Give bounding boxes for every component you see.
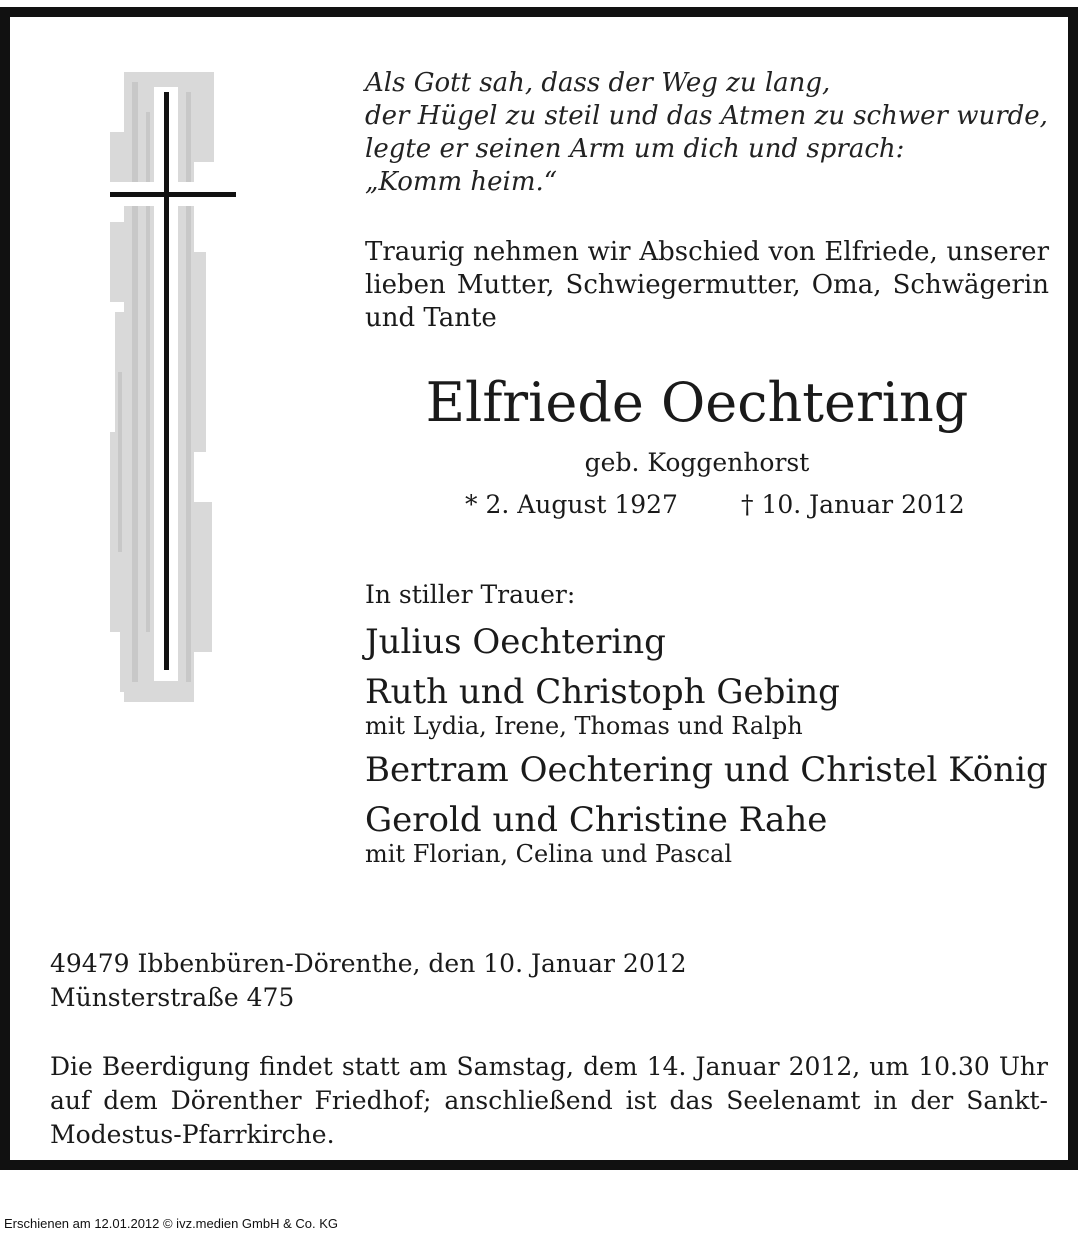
farewell-text: Traurig nehmen wir Abschied von Elfriede, unserer lieben Mutter, Schwiegermutter, Oma, Schwägerin und Tante: [365, 237, 1049, 333]
poem-line: „Komm heim.“: [365, 167, 558, 197]
poem-line: der Hügel zu steil und das Atmen zu schwer wurde,: [365, 101, 1048, 131]
mourner-family: mit Lydia, Irene, Thomas und Ralph: [365, 712, 803, 740]
deceased-name: Elfriede Oechtering: [425, 371, 969, 434]
obituary-frame: [0, 7, 1078, 1170]
address-line: Münsterstraße 475: [50, 983, 295, 1012]
poem: [365, 67, 1055, 199]
poem-line: Als Gott sah, dass der Weg zu lang,: [365, 68, 831, 98]
address-block: [50, 947, 1050, 1015]
mourners-list: [365, 621, 1065, 869]
address-line: 49479 Ibbenbüren-Dörenthe, den 10. Januar 2012: [50, 949, 687, 978]
mourning-label: In stiller Trauer:: [365, 580, 576, 609]
mourner-name: Ruth und Christoph Gebing: [365, 672, 840, 712]
publication-footer: Erschienen am 12.01.2012 © ivz.medien GmbH & Co. KG: [4, 1216, 339, 1231]
birth-date: * 2. August 1927: [465, 490, 678, 519]
death-date: † 10. Januar 2012: [741, 490, 965, 519]
mourner-name: Bertram Oechtering und Christel König: [365, 750, 1048, 790]
poem-line: legte er seinen Arm um dich und sprach:: [365, 134, 905, 164]
birth-name: geb. Koggenhorst: [584, 448, 810, 477]
mourner-family: mit Florian, Celina und Pascal: [365, 840, 732, 868]
mourner-name: Julius Oechtering: [365, 622, 666, 662]
mourner-name: Gerold und Christine Rahe: [365, 800, 828, 840]
cross-icon: [110, 72, 240, 702]
funeral-notice: Die Beerdigung findet statt am Samstag, dem 14. Januar 2012, um 10.30 Uhr auf dem Dörenther Friedhof; anschließend ist das Seelenamt in der Sankt-Modestus-Pfarrkirche.: [50, 1052, 1048, 1149]
